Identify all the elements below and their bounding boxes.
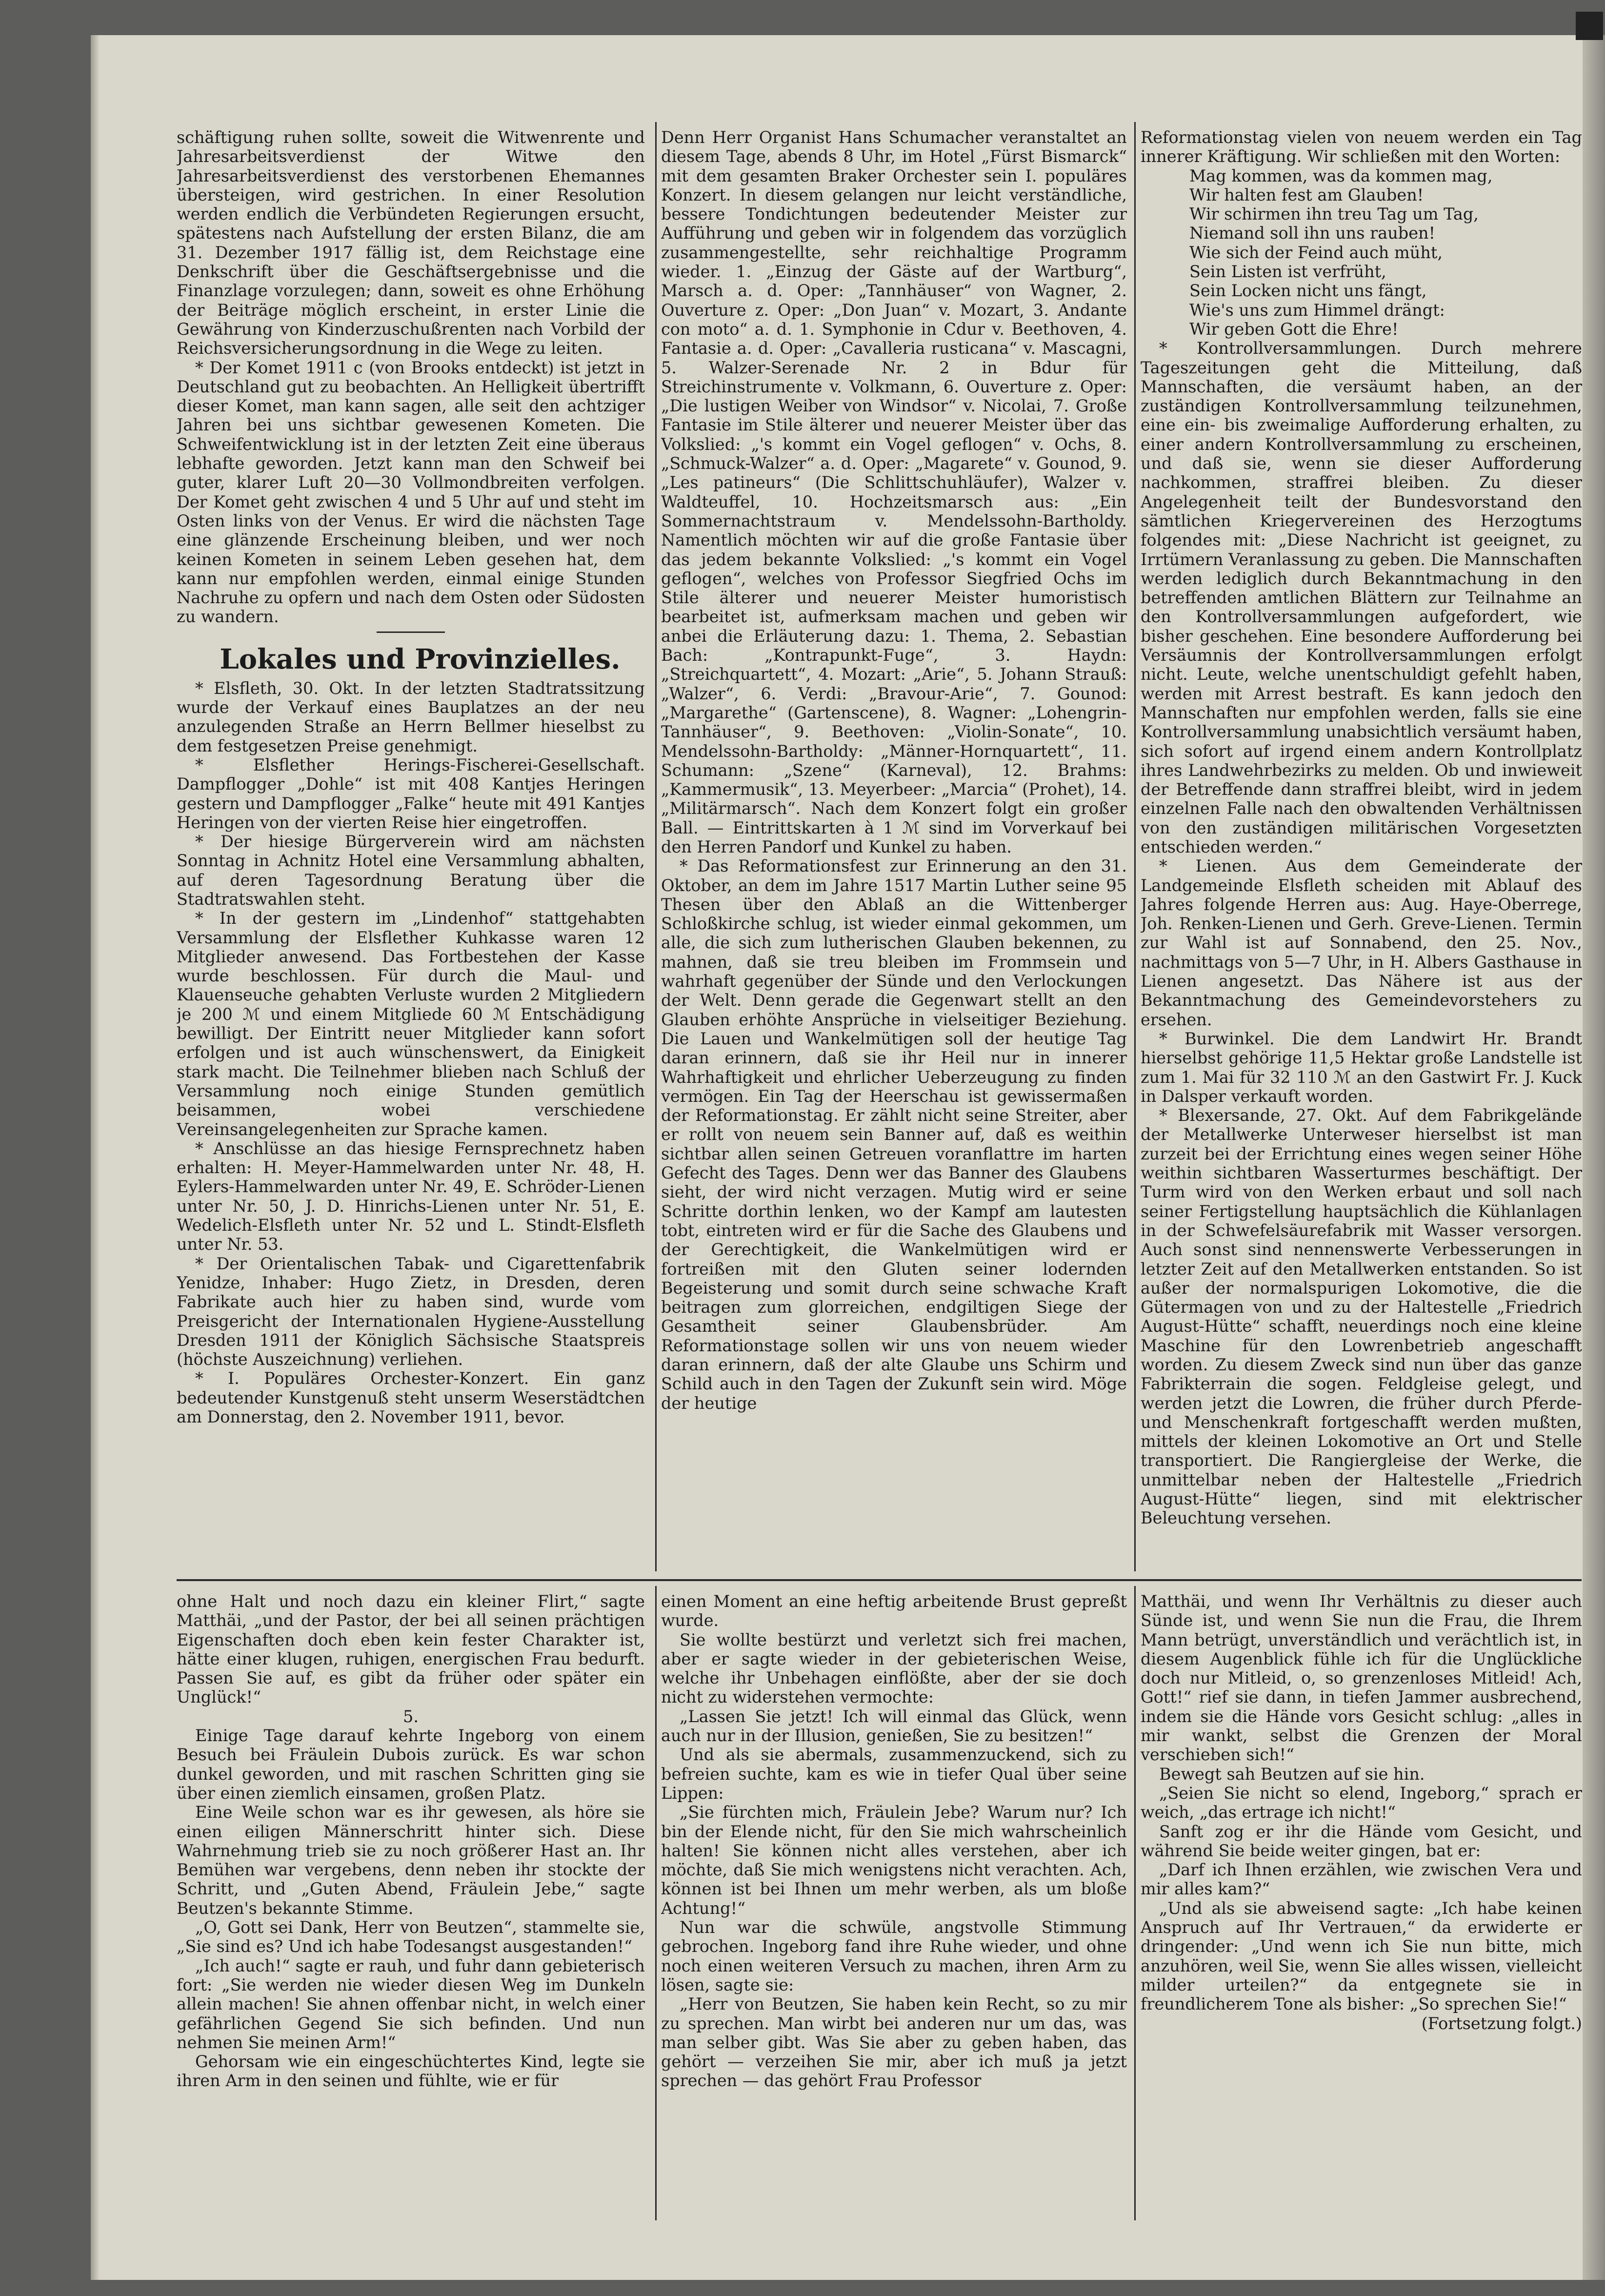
paragraph: * Anschlüsse an das hiesige Fernsprechnetz haben erhalten: H. Meyer-Hammelwarden unter Nr. 48, H. Eylers-Hammelwarden unter Nr. 49, E. Schröder-Lienen unter Nr. 50, J. D. Hinrichs-Lienen unter Nr. 51, E. Wedelich-Elsfleth unter Nr. 52 und L. Stindt-Elsfleth unter Nr. 53.: [177, 1138, 645, 1254]
bottom-column-1: [177, 1592, 645, 2221]
paragraph: Sanft zog er ihr die Hände vom Gesicht, und während Sie beide weiter gingen, bat er:: [1141, 1822, 1582, 1860]
paragraph: „O, Gott sei Dank, Herr von Beutzen“, stammelte sie, „Sie sind es? Und ich habe Todesangst ausgestanden!“: [177, 1918, 645, 1956]
section-rule-horizontal: [177, 1579, 1582, 1581]
paragraph: * Kontrollversammlungen. Durch mehrere Tageszeitungen geht die Mitteilung, daß Mannschaften, die versäumt haben, an der zuständigen Kontrollversammlung teilzunehmen, eine ein- bis zweimalige Aufforderung erhalten, zu einer andern Kontrollversammlung zu erscheinen, und daß sie, wenn sie dieser Aufforderung nachkommen, straffrei bleiben. Zu dieser Angelegenheit teilt der Bundesvorstand den sämtlichen Kriegervereinen des Herzogtums folgendes mit: „Diese Nachricht ist geeignet, zu Irrtümern Veranlassung zu geben. Die Mannschaften werden lediglich durch Bekanntmachung in den betreffenden amtlichen Blättern zur Teilnahme an den Kontrollversammlungen aufgefordert, wie bisher geschehen. Eine besondere Aufforderung bei Versäumnis der Kontrollversammlungen erfolgt nicht. Leute, welche unentschuldigt gefehlt haben, werden mit Arrest bestraft. Es kann jedoch den Mannschaften nur empfohlen werden, falls sie eine Kontrollversammlung unabsichtlich versäumt haben, sich sofort auf irgend einem andern Kontrollplatz ihres Landwehrbezirks zu melden. Ob und inwieweit der Betreffende dann straffrei bleibt, wird in jedem einzelnen Falle nach den obwaltenden Verhältnissen von den zuständigen militärischen Vorgesetzten entschieden werden.“: [1141, 339, 1582, 856]
poem-line: Wir halten fest am Glauben!: [1189, 185, 1424, 204]
paragraph: „Ich auch!“ sagte er rauh, und fuhr dann gebieterisch fort: „Sie werden nie wieder diesen Weg im Dunkeln allein machen! Sie ahnen offenbar nicht, in welch einer gefährlichen Gegend Sie sich befinden. Und nun nehmen Sie meinen Arm!“: [177, 1956, 645, 2052]
paragraph: * In der gestern im „Lindenhof“ stattgehabten Versammlung der Elsflether Kuhkasse waren 12 Mitglieder anwesend. Das Fortbestehen der Kasse wurde beschlossen. Für durch die Maul- und Klauenseuche gehabten Verluste wurden 2 Mitgliedern je 200 ℳ und einem Mitgliede 60 ℳ Entschädigung bewilligt. Der Eintritt neuer Mitglieder kann sofort erfolgen und ist auch wünschenswert, da Einigkeit stark macht. Die Teilnehmer blieben nach Schluß der Versammlung noch einige Stunden gemütlich beisammen, wobei verschiedene Vereinsangelegenheiten zur Sprache kamen.: [177, 909, 645, 1139]
poem-line: Wie sich der Feind auch müht,: [1189, 243, 1443, 262]
poem-line: Wir geben Gott die Ehre!: [1189, 319, 1399, 339]
bottom-column-2: [661, 1592, 1127, 2221]
paragraph: * Der Komet 1911 c (von Brooks entdeckt) ist jetzt in Deutschland gut zu beobachten. An Helligkeit übertrifft dieser Komet, man kann sagen, alle seit den achtziger Jahren bei uns sichtbar gewesenen Kometen. Die Schweifentwicklung ist in der letzten Zeit eine überaus lebhafte geworden. Jetzt kann man den Schweif bei guter, klarer Luft 20—30 Vollmondbreiten verfolgen. Der Komet geht zwischen 4 und 5 Uhr auf und steht im Osten links von der Venus. Er wird die nächsten Tage eine glänzende Erscheinung bleiben, und wer noch keinen Kometen in seinem Leben gesehen hat, dem kann nur empfohlen werden, einmal einige Stunden Nachruhe zu opfern und nach dem Osten oder Südosten zu wandern.: [177, 358, 645, 627]
paragraph: Eine Weile schon war es ihr gewesen, als höre sie einen eiligen Männerschritt hinter sich. Diese Wahrnehmung trieb sie zu noch größerer Hast an. Ihr Bemühen war vergebens, denn neben ihr stockte der Schritt, und „Guten Abend, Fräulein Jebe,“ sagte Beutzen's bekannte Stimme.: [177, 1803, 645, 1918]
paragraph: Nun war die schwüle, angstvolle Stimmung gebrochen. Ingeborg fand ihre Ruhe wieder, und ohne noch einen weiteren Versuch zu machen, ihren Arm zu lösen, sagte sie:: [661, 1918, 1127, 1994]
top-column-2: [661, 128, 1127, 1567]
paragraph: * I. Populäres Orchester-Konzert. Ein ganz bedeutender Kunstgenuß steht unserm Weserstädtchen am Donnerstag, den 2. November 1911, bevor.: [177, 1369, 645, 1426]
paragraph: * Burwinkel. Die dem Landwirt Hr. Brandt hierselbst gehörige 11,5 Hektar große Landstelle ist zum 1. Mai für 32 110 ℳ an den Gastwirt Fr. J. Kuck in Dalsper verkauft worden.: [1141, 1029, 1582, 1106]
paragraph: einen Moment an eine heftig arbeitende Brust gepreßt wurde.: [661, 1592, 1127, 1630]
section-heading: Lokales und Provinzielles.: [220, 643, 621, 675]
paragraph: „Darf ich Ihnen erzählen, wie zwischen Vera und mir alles kam?“: [1141, 1860, 1582, 1899]
poem-line: Wir schirmen ihn treu Tag um Tag,: [1189, 204, 1479, 224]
paragraph: Sie wollte bestürzt und verletzt sich frei machen, aber er sagte wieder in der gebieterischen Weise, welche ihr Unbehagen einflößte, aber der sie doch nicht zu widerstehen vermochte:: [661, 1630, 1127, 1707]
paragraph: 5.: [403, 1707, 419, 1726]
page-tab-marker: [1576, 12, 1603, 40]
page-edge: [1583, 35, 1605, 2280]
poem-line: Sein Listen ist verfrüht,: [1189, 262, 1386, 282]
bottom-column-3: [1141, 1592, 1582, 2221]
column-rule-top-1: [655, 122, 657, 1571]
paragraph: „Und als sie abweisend sagte: „Ich habe keinen Anspruch auf Ihr Vertrauen,“ da erwiderte er dringender: „Und wenn ich Sie nun bitte, mich anzuhören, weil Sie, wenn Sie alles wissen, vielleicht milder urteilen?“ da entgegnete sie in freundlicherem Tone als bisher: „So sprechen Sie!“: [1141, 1898, 1582, 2014]
paragraph: * Elsflether Herings-Fischerei-Gesellschaft. Dampflogger „Dohle“ ist mit 408 Kantjes Heringen gestern und Dampflogger „Falke“ heute mit 491 Kantjes Heringen von der vierten Reise hier eingetroffen.: [177, 755, 645, 832]
paragraph: Und als sie abermals, zusammenzuckend, sich zu befreien suchte, kam es wie in tiefer Qual über seine Lippen:: [661, 1745, 1127, 1803]
paragraph: * Lienen. Aus dem Gemeinderate der Landgemeinde Elsfleth scheiden mit Ablauf des Jahres folgende Herren aus: Aug. Haye-Oberrege, Joh. Renken-Lienen und Gerh. Greve-Lienen. Termin zur Wahl ist auf Sonnabend, den 25. Nov., nachmittags von 5—7 Uhr, in H. Albers Gasthause in Lienen angesetzt. Das Nähere ist aus der Bekanntmachung des Gemeindevorstehers zu ersehen.: [1141, 856, 1582, 1029]
paragraph: schäftigung ruhen sollte, soweit die Witwenrente und Jahresarbeitsverdienst der Witwe den Jahresarbeitsverdienst des verstorbenen Ehemannes übersteigen, wird gestrichen. In einer Resolution werden endlich die Verbündeten Regierungen ersucht, spätestens nach Aufstellung der ersten Bilanz, die am 31. Dezember 1917 fällig ist, dem Reichstage eine Denkschrift über die Geschäftsergebnisse und die Finanzlage vorzulegen; dann, soweit es ohne Erhöhung der Beiträge möglich erscheint, in erster Linie die Gewährung von Kinderzuschußrenten nach Vorbild der Reichsversicherungsordnung in die Wege zu leiten.: [177, 128, 645, 358]
paragraph: Reformationstag vielen von neuem werden ein Tag innerer Kräftigung. Wir schließen mit den Worten:: [1141, 128, 1582, 166]
paragraph: „Lassen Sie jetzt! Ich will einmal das Glück, wenn auch nur in der Illusion, genießen, Sie zu besitzen!“: [661, 1707, 1127, 1746]
column-rule-bottom-1: [655, 1586, 657, 2220]
paragraph: Gehorsam wie ein eingeschüchtertes Kind, legte sie ihren Arm in den seinen und fühlte, wie er für: [177, 2052, 645, 2091]
paragraph: „Seien Sie nicht so elend, Ingeborg,“ sprach er weich, „das ertrage ich nicht!“: [1141, 1783, 1582, 1822]
top-column-1: [177, 128, 645, 1567]
paragraph: Matthäi, und wenn Ihr Verhältnis zu dieser auch Sünde ist, und wenn Sie nun die Frau, die Ihrem Mann betrügt, unverständlich und verächtlich ist, in diesem Augenblick fühle ich für die Unglückliche doch nur Mitleid, o, so grenzenloses Mitleid! Ach, Gott!“ rief sie dann, in tiefen Jammer ausbrechend, indem sie die Hände vors Gesicht schlug: „alles in mir wankt, selbst die Grenzen der Moral verschieben sich!“: [1141, 1592, 1582, 1765]
paragraph: * Das Reformationsfest zur Erinnerung an den 31. Oktober, an dem im Jahre 1517 Martin Luther seine 95 Thesen über den Ablaß an die Wittenberger Schloßkirche schlug, ist wieder einmal gekommen, um alle, die sich zum lutherischen Glauben bekennen, zu mahnen, daß sie treu bleiben im Frommsein und wahrhaft gegenüber der Sünde und den Verlockungen der Welt. Denn gerade die Gegenwart stellt an den Glauben erhöhte Ansprüche in vielseitiger Beziehung. Die Lauen und Wankelmütigen soll der heutige Tag daran erinnern, daß sie ihr Heil nur in innerer Wahrhaftigkeit und ehrlicher Ueberzeugung zu finden vermögen. Ein Tag der Heerschau ist gewissermaßen der Reformationstag. Er zählt nicht seine Streiter, aber er rollt von neuem sein Banner auf, daß es weithin sichtbar allen seinen Getreuen voranflattre im harten Gefecht des Tages. Denn wer das Banner des Glaubens sieht, der wird nicht verzagen. Mutig wird er seine Schritte dorthin lenken, wo der Kampf am lautesten tobt, eintreten wird er für die Sache des Glaubens und der Gerechtigkeit, die Wankelmütigen wird er fortreißen mit den Gluten seiner lodernden Begeisterung und somit durch seine schwache Kraft beitragen zum glorreichen, endgiltigen Siege der Gesamtheit seiner Glaubensbrüder. Am Reformationstage sollen wir uns von neuem wieder daran erinnern, daß der alte Glaube uns Schirm und Schild auch in den Tagen der Zukunft sein wird. Möge der heutige: [661, 856, 1127, 1413]
paragraph: ohne Halt und noch dazu ein kleiner Flirt,“ sagte Matthäi, „und der Pastor, der bei all seinen prächtigen Eigenschaften doch eben kein fester Charakter ist, hätte einer klugen, ruhigen, energischen Frau bedurft. Passen Sie auf, es gibt da früher oder später ein Unglück!“: [177, 1592, 645, 1707]
poem-line: Niemand soll ihn uns rauben!: [1189, 224, 1436, 243]
top-column-3: [1141, 128, 1582, 1567]
section-divider: [377, 631, 445, 633]
paragraph: „Sie fürchten mich, Fräulein Jebe? Warum nur? Ich bin der Elende nicht, für den Sie mich wahrscheinlich halten! Sie können nicht alles verstehen, aber ich möchte, daß Sie mich wenigstens nicht verachten. Ach, können ist bei Ihnen um mehr werben, als um bloße Achtung!“: [661, 1803, 1127, 1918]
paragraph: * Elsfleth, 30. Okt. In der letzten Stadtratssitzung wurde der Verkauf eines Bauplatzes an der neu anzulegenden Straße an Herrn Bellmer hieselbst zu dem festgesetzen Preise genehmigt.: [177, 678, 645, 755]
paragraph: * Der hiesige Bürgerverein wird am nächsten Sonntag in Achnitz Hotel eine Versammlung abhalten, auf deren Tagesordnung Beratung über die Stadtratswahlen steht.: [177, 832, 645, 909]
poem-line: Wie's uns zum Himmel drängt:: [1189, 300, 1445, 320]
paragraph: Bewegt sah Beutzen auf sie hin.: [1159, 1764, 1425, 1784]
page-fold-shadow: [91, 35, 100, 2280]
column-rule-bottom-2: [1134, 1586, 1136, 2220]
paragraph: * Blexersande, 27. Okt. Auf dem Fabrikgelände der Metallwerke Unterweser hierselbst ist man zurzeit bei der Errichtung eines wegen seiner Höhe weithin sichtbaren Wasserturmes beschäftigt. Der Turm wird von den Werken erbaut und soll nach seiner Fertigstellung hauptsächlich die Kühlanlagen in der Schwefelsäurefabrik mit Wasser versorgen. Auch sonst sind nennenswerte Verbesserungen in letzter Zeit auf den Metallwerken entstanden. So ist außer der normalspurigen Lokomotive, die die Gütermagen von und zu der Haltestelle „Friedrich August-Hütte“ schafft, neuerdings noch eine kleine Maschine für den Lowrenbetrieb angeschafft worden. Zu diesem Zweck sind nun über das ganze Fabrikterrain die sogen. Feldgleise gelegt, und werden jetzt die Lowren, die früher durch Pferde- und Menschenkraft fortgeschafft werden mußten, mittels der kleinen Lokomotive an Ort und Stelle transportiert. Die Rangiergleise der Werke, die unmittelbar neben der Haltestelle „Friedrich August-Hütte“ liegen, sind mit elektrischer Beleuchtung versehen.: [1141, 1106, 1582, 1528]
poem-line: Sein Locken nicht uns fängt,: [1189, 281, 1427, 301]
paragraph: * Der Orientalischen Tabak- und Cigarettenfabrik Yenidze, Inhaber: Hugo Zietz, in Dresden, deren Fabrikate auch hier zu haben sind, wurde vom Preisgericht der Internationalen Hygiene-Ausstellung Dresden 1911 der Königlich Sächsische Staatspreis (höchste Auszeichnung) verliehen.: [177, 1254, 645, 1369]
paragraph: Denn Herr Organist Hans Schumacher veranstaltet an diesem Tage, abends 8 Uhr, im Hotel „Fürst Bismarck“ mit dem gesamten Braker Orchester sein I. populäres Konzert. In diesem gelangen nur leicht verständliche, bessere Tondichtungen bedeutender Meister zur Aufführung und geben wir in folgendem das vorzüglich zusammengestellte, sehr reichhaltige Programm wieder. 1. „Einzug der Gäste auf der Wartburg“, Marsch a. d. Oper: „Tannhäuser“ von Wagner, 2. Ouverture z. Oper: „Don Juan“ v. Mozart, 3. Andante con moto“ a. d. 1. Symphonie in Cdur v. Beethoven, 4. Fantasie a. d. Oper: „Cavalleria rusticana“ v. Mascagni, 5. Walzer-Serenade Nr. 2 in Bdur für Streichinstrumente v. Volkmann, 6. Ouverture z. Oper: „Die lustigen Weiber von Windsor“ v. Nicolai, 7. Große Fantasie im Stile älterer und neuerer Meister über das Volkslied: „'s kommt ein Vogel geflogen“ v. Ochs, 8. „Schmuck-Walzer“ a. d. Oper: „Magarete“ v. Gounod, 9. „Les patineurs“ (Die Schlittschuhläufer), Walzer v. Waldteuffel, 10. Hochzeitsmarsch aus: „Ein Sommernachtstraum v. Mendelssohn-Bartholdy. Namentlich möchten wir auf die große Fantasie über das jedem bekannte Volkslied: „'s kommt ein Vogel geflogen“, welches von Professor Siegfried Ochs im Stile älterer und neuerer Meister humoristisch bearbeitet ist, aufmerksam machen und geben wir anbei die Erläuterung dazu: 1. Thema, 2. Sebastian Bach: „Kontrapunkt-Fuge“, 3. Haydn: „Streichquartett“, 4. Mozart: „Arie“, 5. Johann Strauß: „Walzer“, 6. Verdi: „Bravour-Arie“, 7. Gounod: „Margarethe“ (Gartenscene), 8. Wagner: „Lohengrin-Tannhäuser“, 9. Beethoven: „Violin-Sonate“, 10. Mendelssohn-Bartholdy: „Männer-Hornquartett“, 11. Schumann: „Szene“ (Karneval), 12. Brahms: „Kammermusik“, 13. Meyerbeer: „Marcia“ (Prohet), 14. „Militärmarsch“. Nach dem Konzert folgt ein großer Ball. — Eintrittskarten à 1 ℳ sind im Vorverkauf bei den Herren Pandorf und Kunkel zu haben.: [661, 128, 1127, 856]
column-rule-top-2: [1134, 122, 1136, 1571]
paragraph: Einige Tage darauf kehrte Ingeborg von einem Besuch bei Fräulein Dubois zurück. Es war schon dunkel geworden, und mit raschen Schritten ging sie über einen ziemlich einsamen, großen Platz.: [177, 1726, 645, 1803]
poem-line: Mag kommen, was da kommen mag,: [1189, 166, 1493, 185]
paragraph: „Herr von Beutzen, Sie haben kein Recht, so zu mir zu sprechen. Man wirbt bei anderen nur um das, was man selber gibt. Was Sie aber zu geben haben, das gehört — verzeihen Sie mir, aber ich muß ja jetzt sprechen — das gehört Frau Professor: [661, 1994, 1127, 2091]
paragraph: (Fortsetzung folgt.): [1421, 2013, 1582, 2033]
